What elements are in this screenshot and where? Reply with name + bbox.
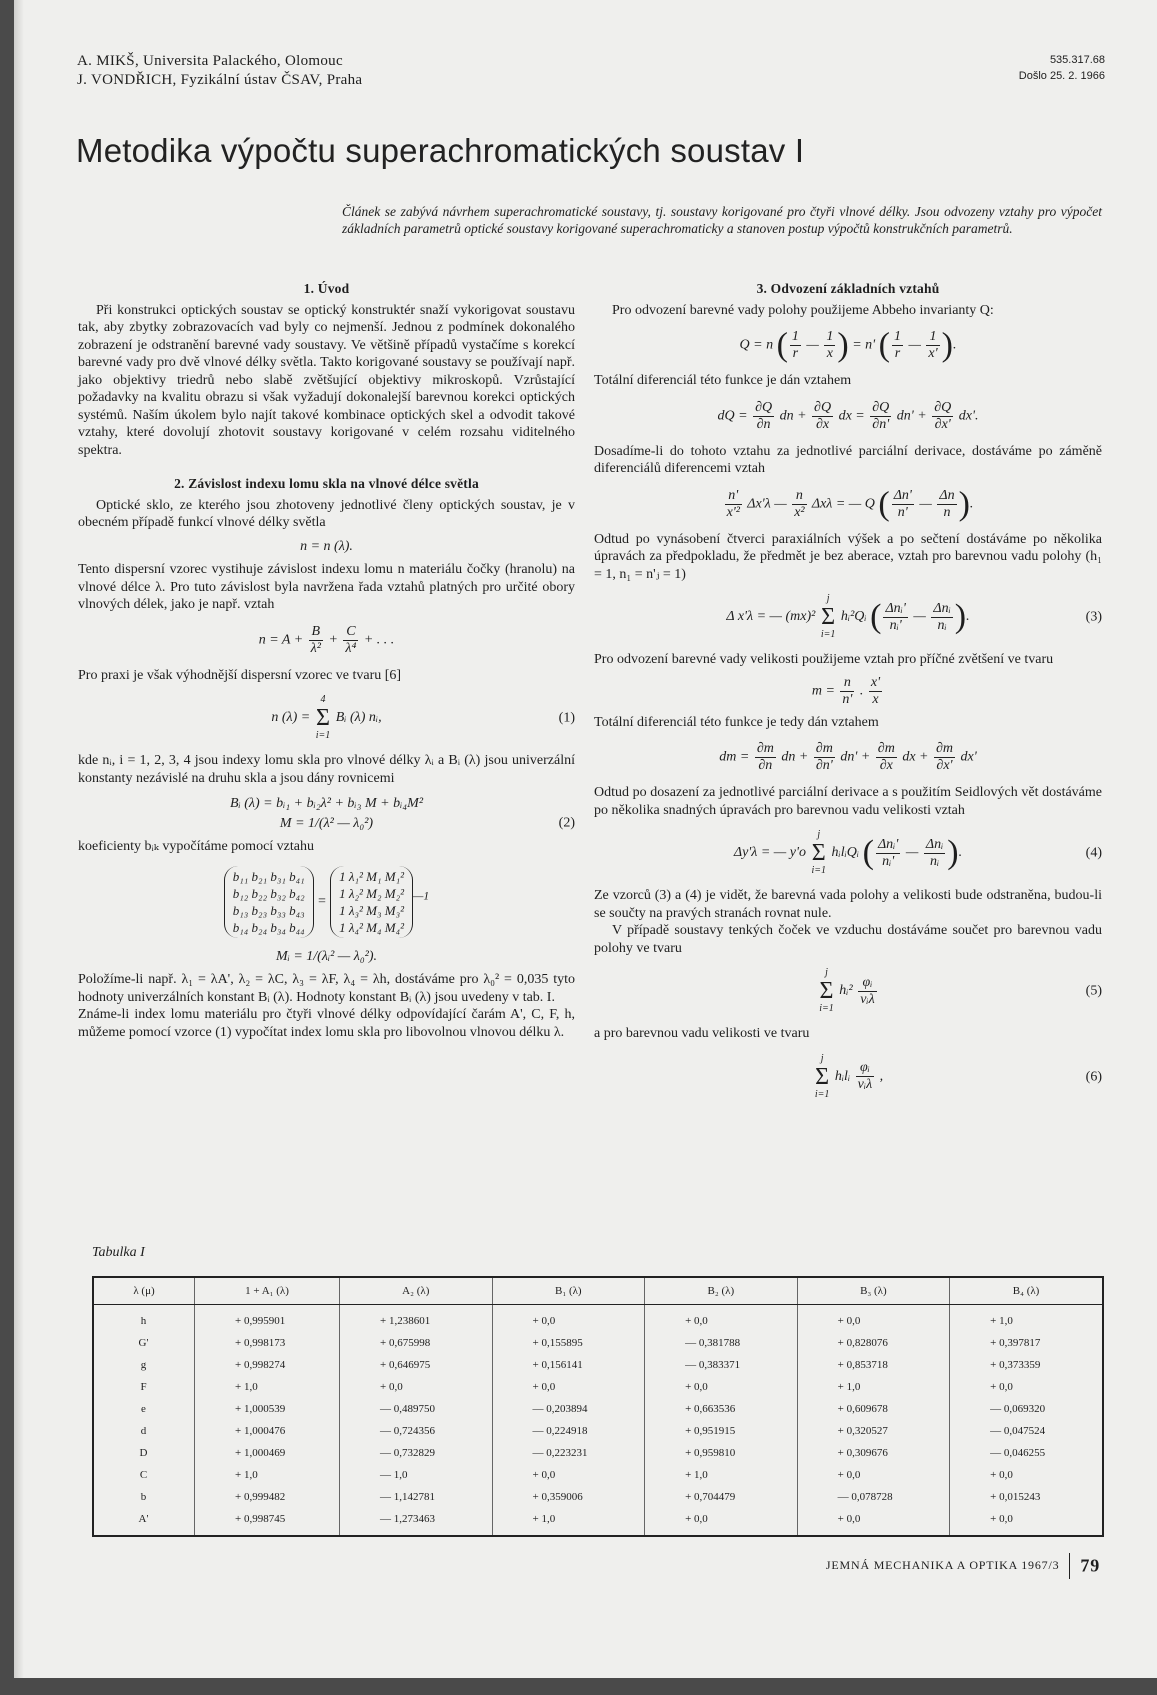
table-row	[93, 1508, 1103, 1536]
page-number: 79	[1080, 1555, 1100, 1576]
section-1-text: Při konstrukci optických soustav se optický konstruktér snaží vykorigovat soustavu tak, aby zbytky zobrazovacích vad byly co nejmenší. Jednou z podmínek dokonalého zobrazení je odstranění barevné vady soustavy. Ve většině případů vystačíme s korekcí barevné vady pro dvě vlnové délky světla. Takto korigované soustavy se používají např. jako objektivy triedrů nebo slabě zvětšující objektivy mikroskopů. Vzrůstající požadavky na kvalitu obrazu si však vyžadují dokonalejší barevnou korekci optických systémů. Naším úkolem bylo najít takové kombinace optických skel a odvodit takové vztahy, které dovolují zhotovit soustavy korigované v celém rozsahu viditelného spektra.	[78, 302, 575, 458]
section-2-title: 2. Závislost indexu lomu skla na vlnové délce světla	[174, 476, 479, 491]
section-3-para-9: V případě soustavy tenkých čoček ve vzduchu dostáváme součet pro barevnou vadu polohy ve tvaru	[594, 923, 1102, 956]
received-date: Došlo 25. 2. 1966	[1018, 70, 1105, 82]
article-meta	[1019, 52, 1105, 84]
table-cell: — 0,383371	[645, 1354, 798, 1376]
table-cell: — 0,732829	[340, 1442, 493, 1464]
table-cell: + 0,0	[797, 1508, 950, 1536]
table-cell: + 0,998173	[195, 1332, 340, 1354]
equation-4: Δy'λ = — y'o j Σ i=1 hᵢlᵢQᵢ ( $\frac{\text{Δnᵢ'}}{\text{nᵢ'}}$ — $\frac{\text{Δnᵢ}}{\text{nᵢ}}$ ). (4)	[733, 829, 1102, 876]
table-cell: + 1,0	[950, 1305, 1103, 1333]
author-1: A. MIKŠ, Universita Palackého, Olomouc	[77, 53, 343, 69]
article-title: Metodika výpočtu superachromatických soustav I	[76, 132, 805, 169]
abstract: Článek se zabývá návrhem superachromatické soustavy, tj. soustavy korigované pro čtyři vlnové délky. Jsou odvozeny vztahy pro výpočet základních parametrů optické soustavy korigované superachromaticky a stanoven postup výpočtů konstrukčních parametrů.	[342, 204, 1102, 236]
table-cell: + 0,0	[645, 1508, 798, 1536]
table-cell: + 0,309676	[797, 1442, 950, 1464]
table-cell: + 0,397817	[950, 1332, 1103, 1354]
table-row-label: C	[139, 1469, 148, 1481]
table-cell: + 0,663536	[645, 1398, 798, 1420]
matrix-lambda: 1 λ₁² M₁ M₁² 1 λ₂² M₂ M₂² 1 λ₃² M₃ M₃² 1 λ₄² M₄ M₄²	[330, 866, 413, 938]
table-cell: — 0,381788	[645, 1332, 798, 1354]
equation-1: n (λ) = 4 Σ i=1 Bᵢ (λ) nᵢ, (1)	[271, 694, 575, 741]
table-cell: — 0,724356	[340, 1420, 493, 1442]
section-2-para-6: Položíme-li např. λ₁ = λA', λ₂ = λC, λ₃ = λF, λ₄ = λh, dostáváme pro λ₀² = 0,035 tyto hodnoty univerzálních konstant Bᵢ (λ). Hodnoty konstant Bᵢ (λ) jsou uvedeny v tab. I.	[78, 972, 575, 1005]
table-cell: — 0,078728	[797, 1486, 950, 1508]
equation-number-1: (1)	[558, 710, 575, 726]
table-cell: + 0,0	[645, 1376, 798, 1398]
section-2-para-4: kde nᵢ, i = 1, 2, 3, 4 jsou indexy lomu skla pro vlnové délky λᵢ a Bᵢ (λ) jsou univerzální konstanty nezávislé na druhu skla a jsou dány rovnicemi	[78, 753, 575, 786]
table-cell: + 1,238601	[340, 1305, 493, 1333]
equation-dm: dm = $\frac{\partial m}{\partial n}$ dn + $\frac{\partial m}{\partial n'}$ dn' + $\frac{\partial m}{\partial x}$ dx + $\frac{\partial m}{\partial x'}$ dx'	[719, 741, 977, 773]
table-cell: — 0,047524	[950, 1420, 1103, 1442]
table-row-label: A'	[138, 1513, 149, 1525]
section-3-para-3: Dosadíme-li do tohoto vztahu za jednotlivé parciální derivace, dostáváme po záměně diferenciálů diferencemi vztah	[594, 443, 1102, 476]
table-cell: — 0,223231	[492, 1442, 645, 1464]
table-cell: — 0,069320	[950, 1398, 1103, 1420]
equation-5: j Σ i=1 hᵢ² $\frac{\text{φᵢ}}{\text{νᵢλ}}$ (5)	[819, 967, 1102, 1014]
table-cell: + 1,000476	[195, 1420, 340, 1442]
table-row	[93, 1420, 1103, 1442]
table-cell: + 0,156141	[492, 1354, 645, 1376]
table-row	[93, 1332, 1103, 1354]
left-column	[78, 280, 575, 1041]
section-3-para-6: Totální diferenciál této funkce je tedy dán vztahem	[594, 714, 879, 730]
section-2-para-2: Tento dispersní vzorec vystihuje závislost indexu lomu n materiálu čočky (hranolu) na vlnové délce λ. Pro tuto závislost byla navržena řada vztahů platných pro určité obory vlnových délek, jako je např. vztah	[78, 562, 575, 612]
table-body	[93, 1305, 1103, 1537]
table-cell: + 0,704479	[645, 1486, 798, 1508]
authors	[77, 52, 362, 90]
table-row-label: g	[140, 1359, 147, 1371]
section-3-para-5: Pro odvození barevné vady velikosti použijeme vztah pro příčné zvětšení ve tvaru	[594, 652, 1054, 667]
right-column	[594, 280, 1102, 1111]
table-row-label: e	[141, 1403, 146, 1415]
table-cell: + 0,951915	[645, 1420, 798, 1442]
table-row	[93, 1486, 1103, 1508]
table-row-label: b	[140, 1491, 147, 1503]
table-header-cell: B₃ (λ)	[797, 1277, 950, 1305]
table-header-cell: λ (μ)	[93, 1277, 195, 1305]
table-cell: + 0,320527	[797, 1420, 950, 1442]
table-cell: — 1,273463	[340, 1508, 493, 1536]
table-row	[93, 1442, 1103, 1464]
table-cell: + 0,359006	[492, 1486, 645, 1508]
section-2-para-3: Pro praxi je však výhodnější dispersní vzorec ve tvaru [6]	[78, 667, 402, 683]
equation-number-5: (5)	[1085, 983, 1102, 999]
equation-dQ: dQ = $\frac{\partial Q}{\partial n}$ dn + $\frac{\partial Q}{\partial x}$ dx = $\frac{\partial Q}{\partial n'}$ dn' + $\frac{\partial Q}{\partial x'}$ dx'.	[717, 399, 979, 432]
table-cell: — 0,224918	[492, 1420, 645, 1442]
table-cell: — 1,142781	[340, 1486, 493, 1508]
table-header-cell: B₄ (λ)	[950, 1277, 1103, 1305]
udc-code: 535.317.68	[1049, 54, 1105, 66]
table-cell: + 0,0	[797, 1305, 950, 1333]
equation-2b-text: M = 1/(λ² — λ₀²)	[279, 815, 374, 831]
equation-2b	[78, 815, 575, 833]
section-3-para-2: Totální diferenciál této funkce je dán vztahem	[594, 373, 852, 388]
section-3-para-10: a pro barevnou vadu velikosti ve tvaru	[594, 1026, 810, 1041]
table-cell: + 0,998745	[195, 1508, 340, 1536]
table-row	[93, 1376, 1103, 1398]
table-header-cell: A₂ (λ)	[340, 1277, 493, 1305]
table-cell: + 0,0	[797, 1464, 950, 1486]
table-row-label: G'	[138, 1337, 149, 1349]
table-row-label: F	[140, 1381, 147, 1393]
section-3-para-8: Ze vzorců (3) a (4) je vidět, že barevná vada polohy a velikosti bude odstraněna, budou-li se součty na pravých stranách rovnat nule.	[594, 888, 1102, 921]
table-cell: + 1,0	[797, 1376, 950, 1398]
page-footer	[826, 1553, 1100, 1579]
table-cell: + 0,0	[950, 1376, 1103, 1398]
table-cell: + 1,0	[195, 1464, 340, 1486]
equation-difference: $\frac{n'}{\text{x'²}}$ Δx'λ — $\frac{n}{\text{x²}}$ Δxλ = — Q ( $\frac{\Delta n'}{n'}$ — $\frac{\Delta n}{n}$ ).	[726, 485, 974, 522]
table-cell: — 0,489750	[340, 1398, 493, 1420]
table-cell: + 0,646975	[340, 1354, 493, 1376]
equation-n-lambda: n = n (λ).	[300, 538, 353, 554]
table-cell: — 0,203894	[492, 1398, 645, 1420]
table-header-cell: 1 + A₁ (λ)	[195, 1277, 340, 1305]
table-cell: + 0,373359	[950, 1354, 1103, 1376]
table-row-label: h	[140, 1315, 147, 1327]
equation-3: Δ x'λ = — (mx)² j Σ i=1 hᵢ²Qᵢ ( $\frac{\text{Δnᵢ'}}{\text{nᵢ'}}$ — $\frac{\text{Δnᵢ}}{\text{nᵢ}}$ ). (3)	[726, 593, 1102, 640]
table-cell: + 1,0	[195, 1376, 340, 1398]
table-row	[93, 1398, 1103, 1420]
equation-matrix: b₁₁ b₂₁ b₃₁ b₄₁ b₁₂ b₂₂ b₃₂ b₄₂ b₁₃ b₂₃ b₃₃ b₄₃ b₁₄ b₂₄ b₃₄ b₄₄ = 1 λ₁² M₁ M₁² 1 λ₂² M₂ M₂² 1 λ₃² M₃ M₃² 1 λ₄² M₄ M₄²$^{—1}$	[78, 866, 575, 938]
section-2-para-7: Známe-li index lomu materiálu pro čtyři vlnové délky odpovídající čarám A', C, F, h, můžeme pomocí vzorce (1) vypočítat index lomu skla pro libovolnou vlnovou délku λ.	[78, 1007, 575, 1040]
table-cell: + 1,0	[645, 1464, 798, 1486]
table-row	[93, 1305, 1103, 1333]
table-row-label: d	[140, 1425, 147, 1437]
table-cell: + 0,609678	[797, 1398, 950, 1420]
equation-2a: Bᵢ (λ) = bᵢ₁ + bᵢ₂λ² + bᵢ₃ M + bᵢ₄M²	[229, 796, 424, 811]
table-cell: + 0,155895	[492, 1332, 645, 1354]
table-row-label: D	[139, 1447, 148, 1459]
table-cell: + 0,999482	[195, 1486, 340, 1508]
table-universal-constants	[92, 1276, 1104, 1537]
table-cell: + 0,675998	[340, 1332, 493, 1354]
table-cell: + 0,853718	[797, 1354, 950, 1376]
table-cell: + 0,015243	[950, 1486, 1103, 1508]
equation-6: j Σ i=1 hᵢlᵢ $\frac{\text{φᵢ}}{\text{νᵢλ}}$ , (6)	[814, 1052, 1102, 1100]
section-3-para-7: Odtud po dosazení za jednotlivé parciální derivace a s použitím Seidlových vět dostáváme po několika snadných úpravách pro barevnou vadu velikosti vztah	[594, 785, 1102, 818]
table-cell: + 1,0	[492, 1508, 645, 1536]
page-edge-shadow	[14, 0, 24, 1678]
table-cell: + 1,000469	[195, 1442, 340, 1464]
table-row	[93, 1464, 1103, 1486]
table-cell: + 0,998274	[195, 1354, 340, 1376]
table-row	[93, 1354, 1103, 1376]
table-cell: + 0,0	[645, 1305, 798, 1333]
table-header-row	[93, 1277, 1103, 1305]
section-1-title: 1. Úvod	[303, 281, 350, 296]
table-header-cell: B₁ (λ)	[492, 1277, 645, 1305]
table-cell: + 0,995901	[195, 1305, 340, 1333]
table-cell: + 0,0	[492, 1305, 645, 1333]
table-cell: + 0,828076	[797, 1332, 950, 1354]
section-2-para-5: koeficienty bᵢₖ vypočítáme pomocí vztahu	[78, 839, 314, 854]
page-sheet	[14, 0, 1157, 1678]
journal-name: JEMNÁ MECHANIKA A OPTIKA 1967/3	[825, 1557, 1060, 1572]
table-cell: + 0,0	[492, 1376, 645, 1398]
table-cell: + 1,000539	[195, 1398, 340, 1420]
section-3-title: 3. Odvození základních vztahů	[756, 281, 940, 296]
equation-magnification: m = $\frac{n}{n'}$ . $\frac{x'}{x}$	[811, 674, 881, 707]
section-3-para-1: Pro odvození barevné vady polohy použijeme Abbeho invarianty Q:	[612, 302, 994, 318]
table-cell: + 0,0	[492, 1464, 645, 1486]
matrix-b: b₁₁ b₂₁ b₃₁ b₄₁ b₁₂ b₂₂ b₃₂ b₄₂ b₁₃ b₂₃ b₃₃ b₄₃ b₁₄ b₂₄ b₃₄ b₄₄	[224, 866, 314, 938]
author-2: J. VONDŘICH, Fyzikální ústav ČSAV, Praha	[77, 72, 363, 88]
equation-Mi: Mᵢ = 1/(λᵢ² — λ₀²).	[275, 948, 378, 964]
equation-number-2: (2)	[558, 815, 575, 831]
table-caption: Tabulka I	[92, 1245, 145, 1260]
table-cell: — 1,0	[340, 1464, 493, 1486]
equation-cauchy: n = A + $\frac{B}{\text{λ²}}$ + $\frac{C}{\text{λ⁴}}$ + . . .	[258, 623, 395, 656]
table-cell: + 0,0	[340, 1376, 493, 1398]
table-cell: + 0,0	[950, 1508, 1103, 1536]
equation-number-4: (4)	[1085, 845, 1102, 861]
table-cell: + 0,0	[950, 1464, 1103, 1486]
equation-number-3: (3)	[1085, 609, 1102, 625]
footer-divider	[1069, 1553, 1070, 1579]
equation-abbe-invariant: Q = n ( $\frac{1}{r}$ — $\frac{1}{x}$ ) = n' ( $\frac{1}{r}$ — $\frac{1}{x'}$ ).	[739, 326, 957, 364]
table-header-cell: B₂ (λ)	[645, 1277, 798, 1305]
equation-number-6: (6)	[1085, 1068, 1102, 1084]
section-2-para-1: Optické sklo, ze kterého jsou zhotoveny jednotlivé členy optických soustav, je v obecném případě funkcí vlnové délky světla	[78, 497, 575, 530]
section-3-para-4: Odtud po vynásobení čtverci paraxiálních výšek a po sečtení dostáváme po několika úpravách za předpokladu, že předmět je bez aberace, vztah pro barevnou vadu polohy (h₁ = 1, n₁ = n'ⱼ = 1)	[594, 531, 1102, 582]
table-cell: — 0,046255	[950, 1442, 1103, 1464]
table-cell: + 0,959810	[645, 1442, 798, 1464]
